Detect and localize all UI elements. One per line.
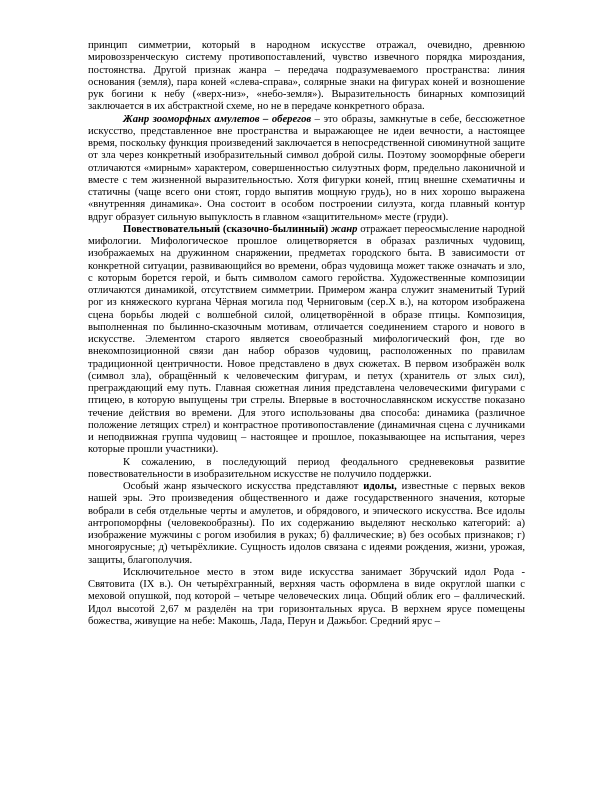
text-run: отражает переосмысление народной мифологии. Мифологическое прошлое олицетворяется в образах различных чудовищ, изображаемых на дружинном снаряжении, предметах городского быта. В зависимости от конкретной ситуации, развивающийся во времени, образ чудовища может также означать и зло, с которым борется герой, и быть символом самого геройства. Художественные композиции отличаются динамикой, отсутствием симметрии. Примером жанра служит знаменитый Турий рог из княжеского кургана Чёрная могила под Черниговым (сер.X в.), на котором изображена сцена борьбы людей с волшебной силой, олицетворённой в образе птицы. Композиция, выполненная по былинно-сказочным мотивам, отличается соединением старого и нового в искусстве. Элементом старого является своеобразный мифологический фон, где во внекомпозиционной связи дан набор образов чудовищ, расположенных по правилам традиционной центричности. Новое представлено в двух сюжетах. В первом изображён волк (символ зла), обращённый к человеческим фигурам, и петух (хранитель от злых сил), преграждающий ему путь. Главная сюжетная линия представлена человеческими фигурами с птицею, в которую выпущены три стрелы. Впервые в восточнославянском искусстве показано течение действия во времени. Для этого использованы два способа: динамика (различное положение летящих стрел) и контрастное противопоставление (динамичная сцена с лучниками и неподвижная группа чудовищ – настоящее и прошлое, показывающее на испытания, через которые прошли участники). xyxy=(88,223,525,456)
paragraph-symmetry xyxy=(88,40,525,114)
paragraph-regret xyxy=(88,457,525,482)
genre-term-idols: идолы, xyxy=(363,481,397,492)
genre-term-narrative: Повествовательный (сказочно-былинный) xyxy=(123,223,332,235)
text-run: К сожалению, в последующий период феодального средневековья развитие повествовательности в изобразительном искусстве не получило поддержки. xyxy=(88,456,525,480)
text-run: принцип симметрии, который в народном искусстве отражал, очевидно, древнюю мировоззренческую систему противопоставлений, чувство извечного порядка мироздания, постоянства. Другой признак жанра – передача подразумеваемого пространства: линия основания (земля), пара коней «слева-справа», солярные знаки на фигурах коней и возношение рук богини к небу («верх-низ», «небо-земля»). Выразительность бинарных композиций заключается в их абстрактной схеме, но не в передаче конкретного образа. xyxy=(88,40,525,113)
text-run: Исключительное место в этом виде искусства занимает Збручский идол Рода - Святовита (IX в.). Он четырёхгранный, верхняя часть оформлена в виде округлой шапки с меховой опушкой, под которой – четыре человеческих лица. Общий облик его – фаллический. Идол высотой 2,67 м разделён на три горизонтальных яруса. В верхнем ярусе помещены божества, живущие на небе: Макошь, Лада, Перун и Дажьбог. Средний ярус – xyxy=(88,566,525,627)
paragraph-zoomorphic-amulets xyxy=(88,114,525,224)
text-run: Особый жанр языческого искусства представляют xyxy=(123,481,364,492)
paragraph-idols xyxy=(88,481,525,567)
paragraph-narrative-genre xyxy=(88,224,525,457)
genre-term-zhanr: жанр xyxy=(331,223,358,235)
document-page xyxy=(88,40,525,628)
text-run: – это образы, замкнутые в себе, бессюжетное искусство, представленное вне пространства и выражающее не идеи вечности, а настоящее время, поскольку функция произведений заключается в непосредственной сиюминутной защите от зла через конкретный изобразительный символ доброй силы. Поэтому зооморфные обереги отличаются «мирным» характером, совершенностью силуэтных форм, предельно лаконичной и вместе с тем жизненной выразительностью. Хотя фигурки коней, птиц внешне схематичны и статичны (чаще всего они стоят, гордо выпятив мощную грудь), но в них хорошо выражена «внутренняя динамика». Она состоит в особом построении силуэта, когда плавный контур вдруг образует сильную выпуклость в главном «защитительном» месте (груди). xyxy=(88,113,525,223)
text-run: известные с первых веков нашей эры. Это произведения общественного и даже государственного значения, которые вобрали в себя отдельные черты и амулетов, и обрядового, и эпического искусства. Все идолы антропоморфны (человекообразны). По их содержанию выделяют несколько категорий: а) изображение мужчины с рогом изобилия в руках; б) фаллические; в) без особых признаков; г) многоярусные; д) четырёхликие. Сущность идолов связана с идеями рождения, жизни, урожая, защиты, благополучия. xyxy=(88,481,526,566)
genre-term-amulets: Жанр зооморфных амулетов – оберегов xyxy=(123,113,312,125)
paragraph-zbruch-idol xyxy=(88,567,525,628)
